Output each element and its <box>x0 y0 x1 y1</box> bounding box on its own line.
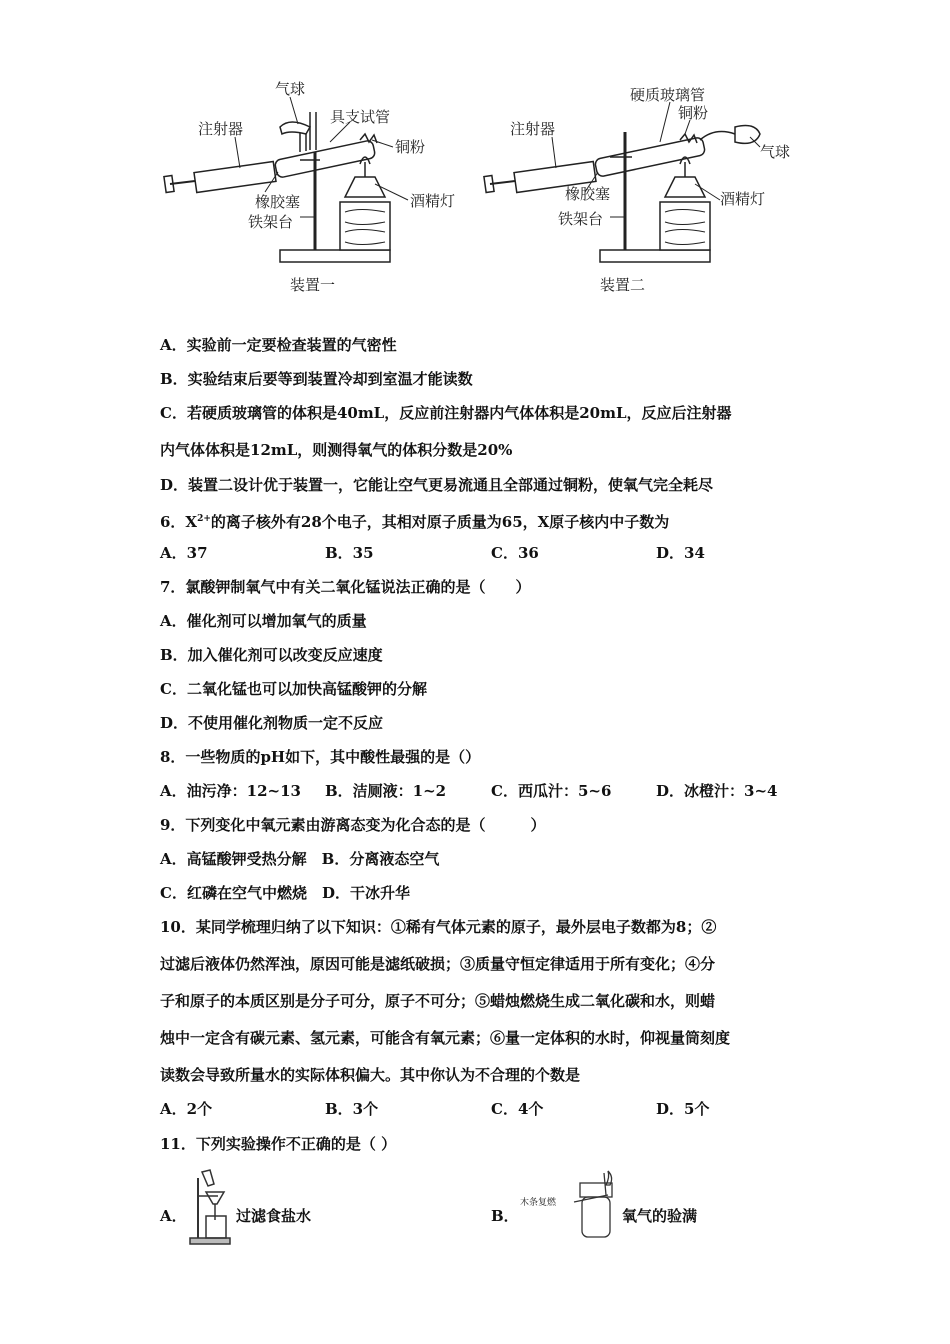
q6-option-c: C．36 <box>491 544 539 562</box>
q11-option-a-text: 过滤食盐水 <box>236 1207 312 1225</box>
q7-option-d: D．不使用催化剂物质一定不反应 <box>160 714 384 732</box>
q7-option-a: A．催化剂可以增加氧气的质量 <box>160 612 367 630</box>
q10-stem-line1: 10．某同学梳理归纳了以下知识：①稀有气体元素的原子，最外层电子数都为8；② <box>160 918 717 936</box>
q11-option-a-letter: A． <box>160 1207 187 1225</box>
label-balloon-1: 气球 <box>275 80 306 98</box>
label-syringe-2: 注射器 <box>510 120 556 138</box>
label-copper-1: 铜粉 <box>395 138 426 156</box>
q5-option-a: A．实验前一定要检查装置的气密性 <box>160 336 397 354</box>
q10-option-b: B．3个 <box>325 1100 379 1118</box>
caption-apparatus-1: 装置一 <box>290 276 336 294</box>
q8-option-d: D．冰橙汁：3~4 <box>656 782 778 800</box>
q10-option-d: D．5个 <box>656 1100 710 1118</box>
q10-stem-line2: 过滤后液体仍然浑浊，原因可能是滤纸破损；③质量守恒定律适用于所有变化；④分 <box>160 955 716 973</box>
q6-option-d: D．34 <box>656 544 705 562</box>
q7-stem: 7．氯酸钾制氧气中有关二氧化锰说法正确的是（ ） <box>160 578 531 596</box>
q8-option-c: C．西瓜汁：5~6 <box>491 782 612 800</box>
q8-stem: 8．一些物质的pH如下，其中酸性最强的是（） <box>160 748 481 766</box>
q9-stem: 9．下列变化中氧元素由游离态变为化合态的是（ ） <box>160 816 546 834</box>
q8-option-b: B．洁厕液：1~2 <box>325 782 447 800</box>
q5-option-d: D．装置二设计优于装置一，它能让空气更易流通且全部通过铜粉，使氧气完全耗尽 <box>160 476 714 494</box>
q10-stem-line5: 读数会导致所量水的实际体积偏大。其中你认为不合理的个数是 <box>160 1066 581 1084</box>
q10-option-c: C．4个 <box>491 1100 544 1118</box>
filtration-apparatus-icon <box>188 1168 232 1248</box>
q10-option-a: A．2个 <box>160 1100 213 1118</box>
q10-stem-line3: 子和原子的本质区别是分子可分，原子不可分；⑤蜡烛燃烧生成二氧化碳和水，则蜡 <box>160 992 716 1010</box>
q11-option-b-text: 氧气的验满 <box>622 1207 698 1225</box>
label-side-tube-1: 具支试管 <box>330 108 391 126</box>
q9-options-line1: A．高锰酸钾受热分解 B．分离液态空气 <box>160 850 440 868</box>
label-glass-tube-2: 硬质玻璃管 <box>630 86 706 104</box>
q11-option-b-letter: B． <box>491 1207 519 1225</box>
match-relit-label: 木条复燃 <box>520 1198 557 1208</box>
q6-option-a: A．37 <box>160 544 208 562</box>
label-stand-1: 铁架台 <box>248 213 294 231</box>
caption-apparatus-2: 装置二 <box>600 276 646 294</box>
q11-stem: 11．下列实验操作不正确的是（ ） <box>160 1135 397 1153</box>
q9-options-line2: C．红磷在空气中燃烧 D．干冰升华 <box>160 884 410 902</box>
q5-option-b: B．实验结束后要等到装置冷却到室温才能读数 <box>160 370 473 388</box>
apparatus-figure <box>160 72 800 302</box>
q6-stem: 6．$X^{2+}$的离子核外有28个电子，其相对原子质量为65，X原子核内中子数为 <box>160 513 670 531</box>
q8-option-a: A．油污净：12~13 <box>160 782 301 800</box>
q7-option-b: B．加入催化剂可以改变反应速度 <box>160 646 383 664</box>
label-stopper-2: 橡胶塞 <box>565 185 611 203</box>
oxygen-test-icon <box>518 1165 618 1245</box>
q5-option-c-line1: C．若硬质玻璃管的体积是40mL，反应前注射器内气体体积是20mL，反应后注射器 <box>160 404 732 422</box>
label-stopper-1: 橡胶塞 <box>255 193 301 211</box>
label-stand-2: 铁架台 <box>558 210 604 228</box>
q6-option-b: B．35 <box>325 544 374 562</box>
label-lamp-1: 酒精灯 <box>410 192 456 210</box>
q10-stem-line4: 烛中一定含有碳元素、氢元素，可能含有氧元素；⑥量一定体积的水时，仰视量筒刻度 <box>160 1029 731 1047</box>
label-balloon-2: 气球 <box>760 143 791 161</box>
label-lamp-2: 酒精灯 <box>720 190 766 208</box>
label-syringe-1: 注射器 <box>198 120 244 138</box>
q7-option-c: C．二氧化锰也可以加快高锰酸钾的分解 <box>160 680 427 698</box>
label-copper-2: 铜粉 <box>678 104 709 122</box>
q5-option-c-line2: 内气体体积是12mL，则测得氧气的体积分数是20% <box>160 441 513 459</box>
